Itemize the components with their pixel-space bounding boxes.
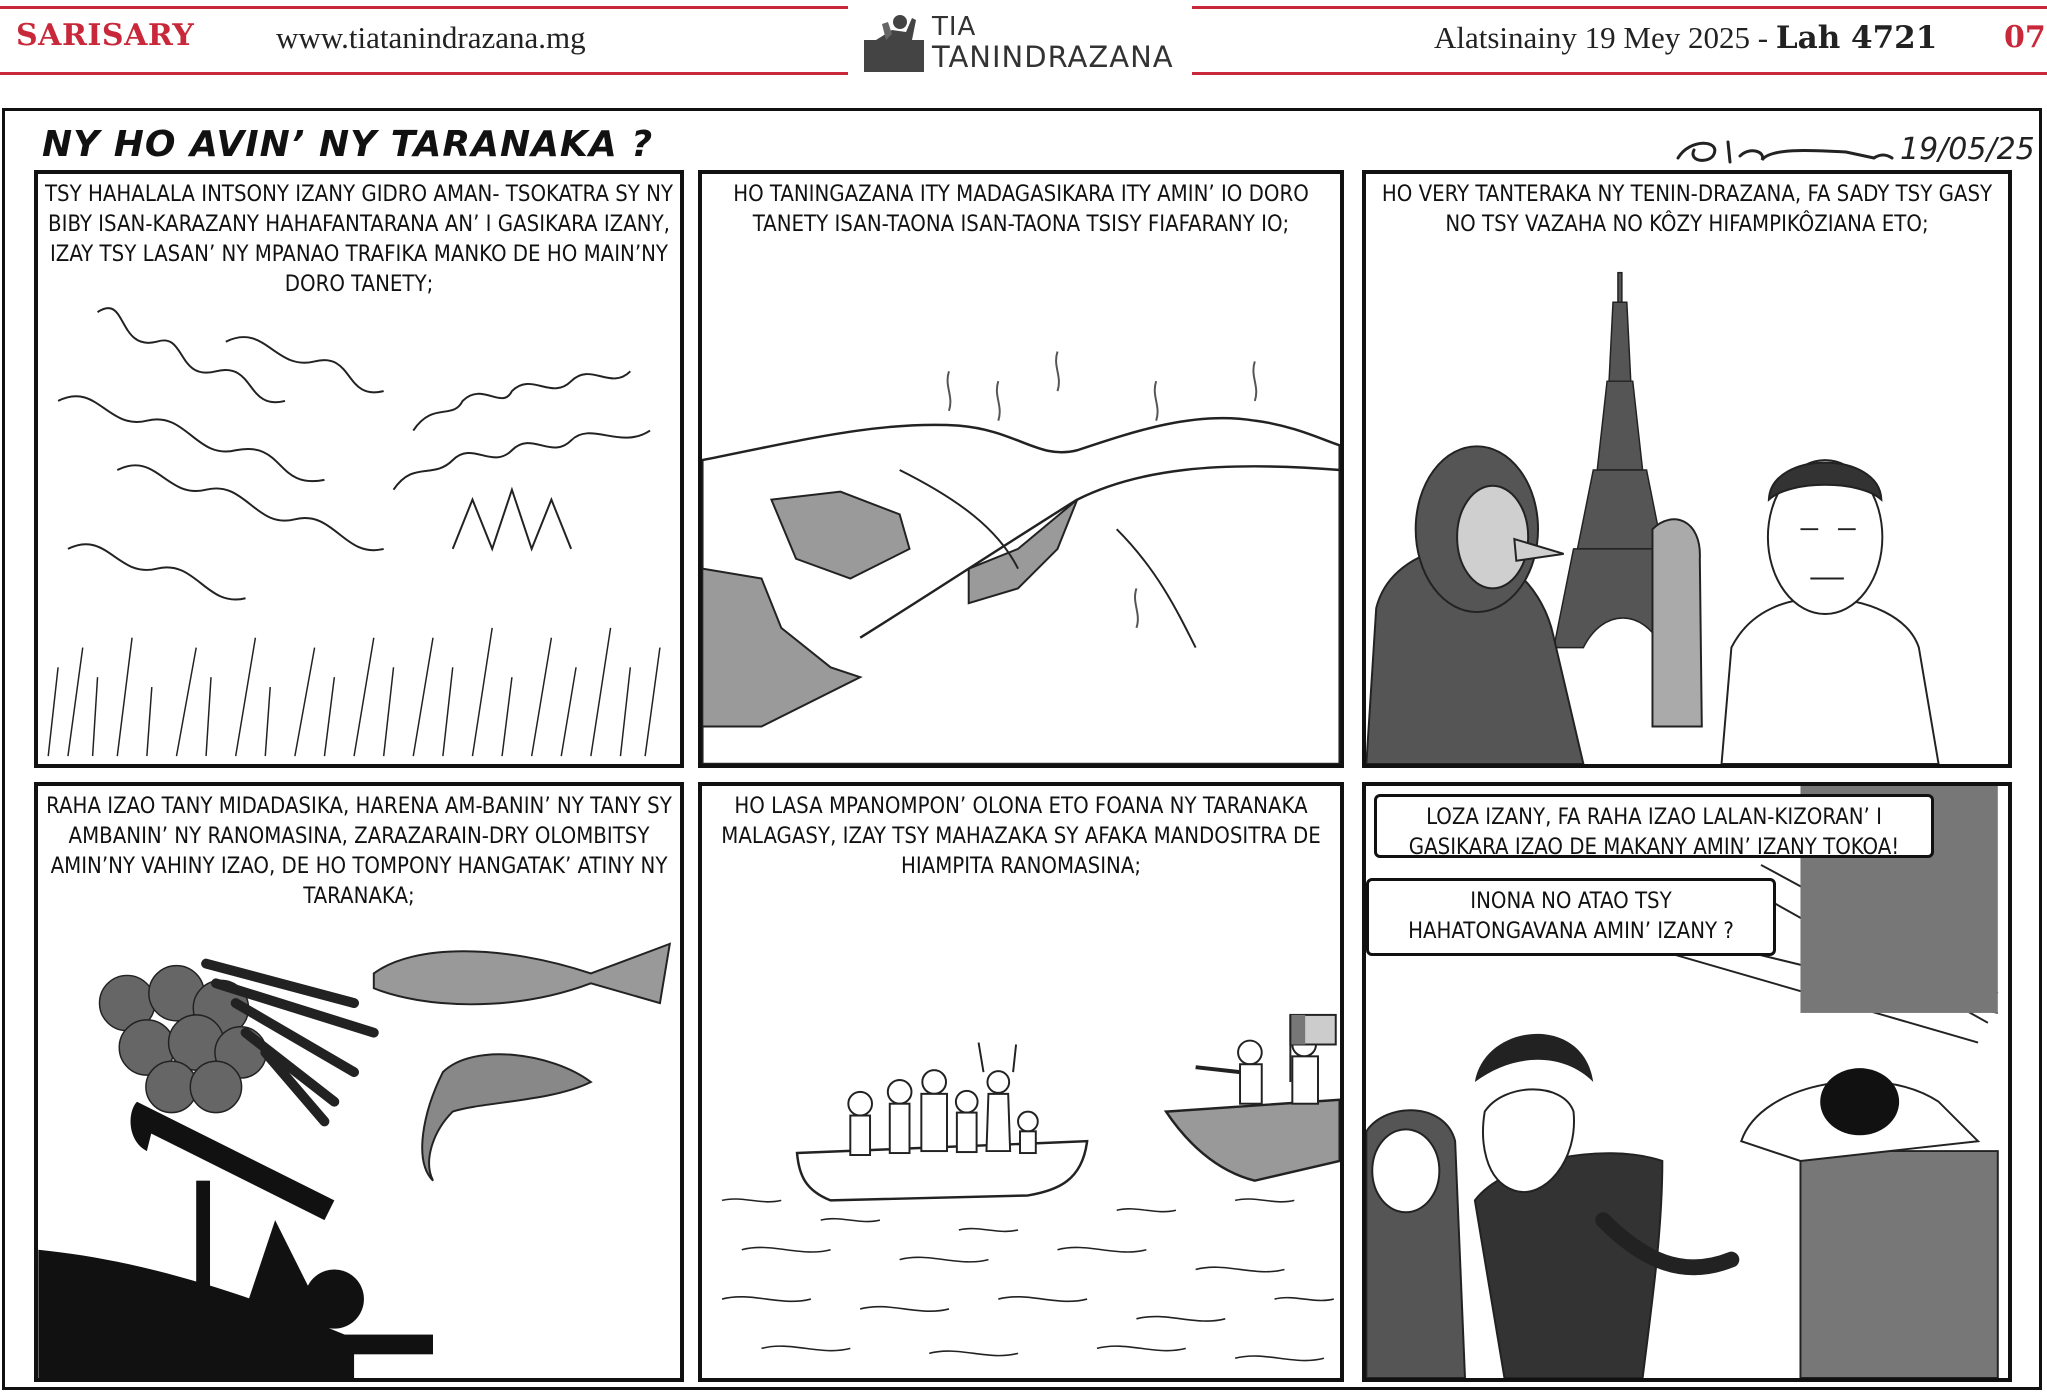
panel-1 <box>34 170 684 768</box>
panel-2 <box>698 170 1344 768</box>
page-header <box>0 0 2047 84</box>
panel-3 <box>1362 170 2012 768</box>
worried-people-illustration <box>1366 786 2008 1378</box>
issue-date: Alatsinainy 19 Mey 2025 - <box>1434 20 1769 55</box>
panel-5-caption: HO LASA MPANOMPON’ OLONA ETO FOANA NY TARANAKA MALAGASY, IZAY TSY MAHAZAKA SY AFAKA MANDOSITRA DE HIAMPITA RANOMASINA; <box>721 794 1321 879</box>
speech-bubble-2: INONA NO ATAO TSY HAHATONGAVANA AMIN’ IZANY ? <box>1366 878 1776 956</box>
header-rule-left <box>0 6 848 9</box>
panel-5 <box>698 782 1344 1382</box>
comic-title: NY HO AVIN’ NY TARANAKA ? <box>42 124 654 165</box>
speech-bubble-1: LOZA IZANY, FA RAHA IZAO LALAN-KIZORAN’ I GASIKARA IZAO DE MAKANY AMIN’ IZANY TOKOA! <box>1374 794 1934 858</box>
website-link[interactable]: www.tiatanindrazana.mg <box>276 20 586 55</box>
logo-text-tia: TIA <box>932 12 977 42</box>
panel-2-caption: HO TANINGAZANA ITY MADAGASIKARA ITY AMIN’ IO DORO TANETY ISAN-TAONA ISAN-TAONA TSISY FIAFARANY IO; <box>733 182 1309 237</box>
panel-6 <box>1362 782 2012 1382</box>
panel-1-caption: TSY HAHALALA INTSONY IZANY GIDRO AMAN- TSOKATRA SY NY BIBY ISAN-KARAZANY HAHAFANTARANA AN’ I GASIKARA IZANY, IZAY TSY LASAN’ NY MPANAO TRAFIKA MANKO DE HO MAIN’NY DORO TANETY; <box>44 182 674 297</box>
panel-3-caption: HO VERY TANTERAKA NY TENIN-DRAZANA, FA SADY TSY GASY NO TSY VAZAHA NO KÔZY HIFAMPIKÔZIANA ETO; <box>1381 182 1993 237</box>
eiffel-tower-scene-illustration <box>1366 174 2008 764</box>
issue-number: Lah 4721 <box>1775 20 1938 56</box>
header-rule-left-bottom <box>0 72 848 75</box>
bare-hills-illustration <box>702 174 1340 764</box>
panel-4-caption: RAHA IZAO TANY MIDADASIKA, HARENA AM-BANIN’ NY TANY SY AMBANIN’ NY RANOMASINA, ZARAZARAIN-DRY OLOMBITSY AMIN’NY VAHINY IZAO, DE HO TOMPONY HANGATAK’ ATINY NY TARANAKA; <box>46 794 672 909</box>
newspaper-logo[interactable] <box>862 6 1192 78</box>
header-rule-right-bottom <box>1192 72 2047 75</box>
panel-4 <box>34 782 684 1382</box>
header-rule-right <box>1192 6 2047 9</box>
logo-text-tanindrazana: TANINDRAZANA <box>932 40 1174 74</box>
section-label: SARISARY <box>16 18 195 53</box>
dateline <box>1434 20 1937 56</box>
page-number: 07 <box>2004 20 2046 55</box>
signature-date: 19/05/25 <box>1900 132 2035 167</box>
tia-tanindrazana-logo-icon <box>862 10 926 74</box>
